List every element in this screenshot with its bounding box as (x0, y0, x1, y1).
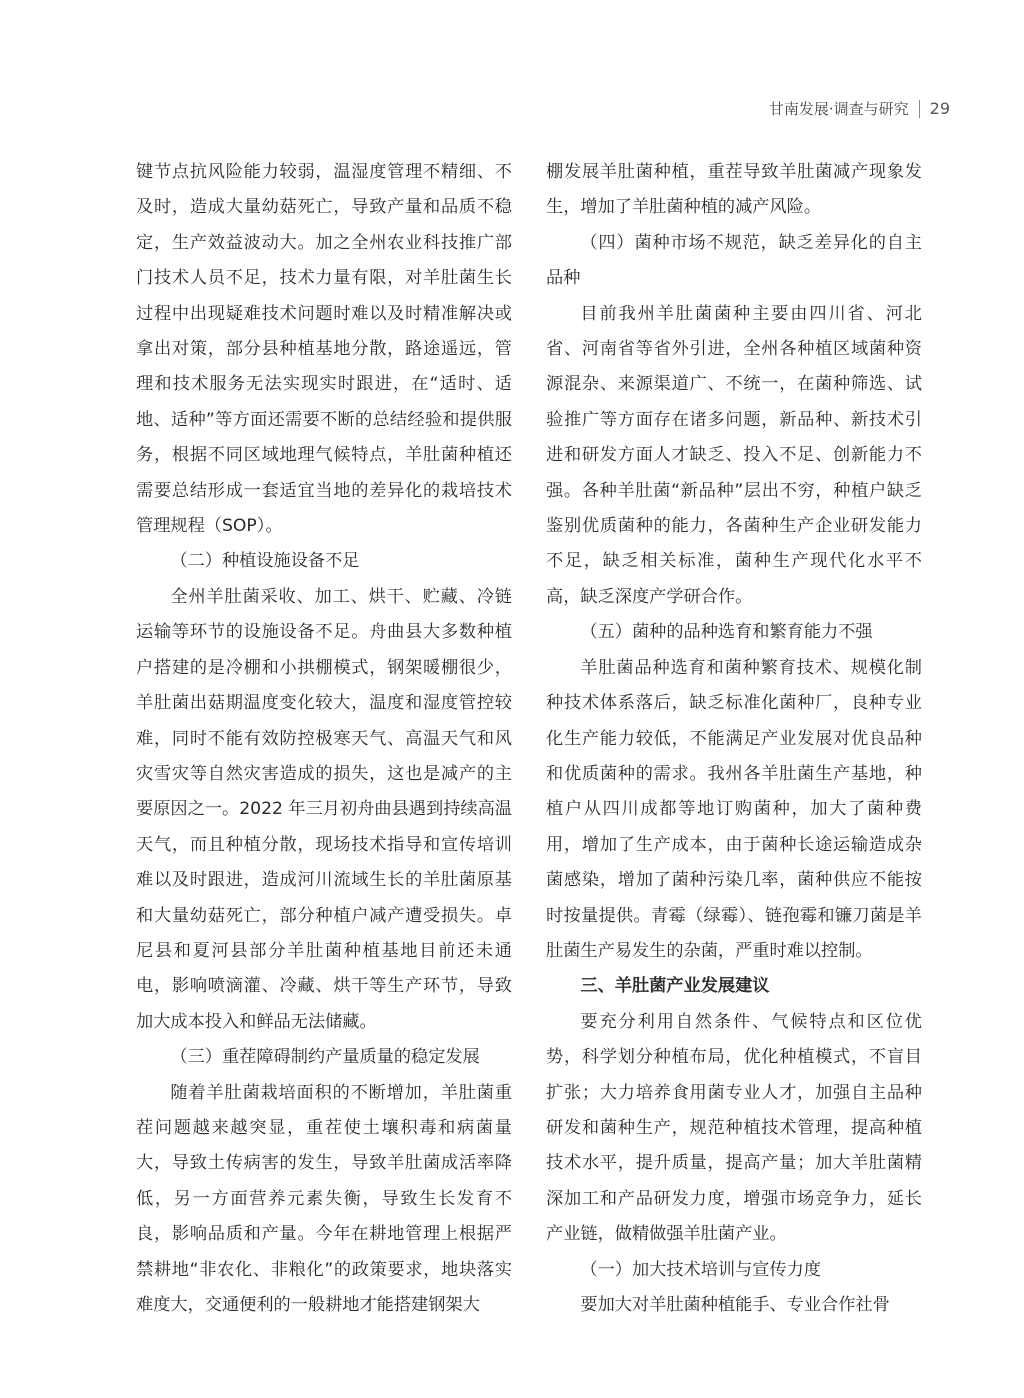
section-heading: （一）加大技术培训与宣传力度 (580, 1259, 822, 1280)
paragraph: 羊肚菌品种选育和菌种繁育技术、规模化制种技术体系落后，缺乏标准化菌种厂，良种专业化生产能力较低，不能满足产业发展对优良品种和优质菌种的需求。我州各羊肚菌生产基地，种植户从四川成都等地订购菌种，加大了菌种费用，增加了生产成本，由于菌种长途运输造成杂菌感染，增加了菌种污染几率，菌种供应不能按时按量提供。青霉（绿霉）、链孢霉和镰刀菌是羊肚菌生产易发生的杂菌，严重时难以控制。 (546, 657, 922, 961)
paragraph: 随着羊肚菌栽培面积的不断增加，羊肚菌重茬问题越来越突显，重茬使土壤积毒和病菌量大，导致土传病害的发生，导致羊肚菌成活率降低，另一方面营养元素失衡，导致生长发育不良，影响品质和产量。今年在耕地管理上根据严禁耕地“非农化、非粮化”的政策要求，地块落实难度大，交通便利的一般耕地才能搭建钢架大 (136, 1082, 512, 1315)
paragraph: 棚发展羊肚菌种植，重茬导致羊肚菌减产现象发生，增加了羊肚菌种植的减产风险。 (546, 162, 922, 218)
journal-title: 甘南发展·调查与研究 (768, 100, 909, 118)
right-column (546, 155, 922, 1323)
header-divider (919, 100, 920, 118)
paragraph: 目前我州羊肚菌菌种主要由四川省、河北省、河南省等省外引进，全州各种植区域菌种资源混杂、来源渠道广、不统一，在菌种筛选、试验推广等方面存在诸多问题，新品种、新技术引进和研发方面人才缺乏、投入不足、创新能力不强。各种羊肚菌“新品种”层出不穷，种植户缺乏鉴别优质菌种的能力，各菌种生产企业研发能力不足，缺乏相关标准，菌种生产现代化水平不高，缺乏深度产学研合作。 (546, 303, 922, 607)
left-column (136, 155, 512, 1323)
running-header (769, 98, 950, 119)
page-number: 29 (929, 99, 950, 118)
paragraph: 全州羊肚菌采收、加工、烘干、贮藏、冷链运输等环节的设施设备不足。舟曲县大多数种植户搭建的是冷棚和小拱棚模式，钢架暖棚很少，羊肚菌出菇期温度变化较大，温度和湿度管控较难，同时不能有效防控极寒天气、高温天气和风灾雪灾等自然灾害造成的损失，这也是减产的主要原因之一。2022 年三月初舟曲县遇到持续高温天气，而且种植分散，现场技术指导和宣传培训难以及时跟进，造成河川流域生长的羊肚菌原基和大量幼菇死亡，部分种植户减产遭受损失。卓尼县和夏河县部分羊肚菌种植基地目前还未通电，影响喷滴灌、冷藏、烘干等生产环节，导致加大成本投入和鲜品无法储藏。 (136, 586, 512, 1032)
section-heading: （四）菌种市场不规范，缺乏差异化的自主品种 (546, 232, 922, 289)
section-heading: （三）重茬障碍制约产量质量的稳定发展 (170, 1047, 480, 1068)
section-heading: （五）菌种的品种选育和繁育能力不强 (580, 622, 873, 643)
section-heading: （二）种植设施设备不足 (170, 551, 360, 572)
paragraph: 要充分利用自然条件、气候特点和区位优势，科学划分种植布局，优化种植模式，不盲目扩张；大力培养食用菌专业人才，加强自主品种研发和菌种生产，规范种植技术管理，提高种植技术水平，提升质量，提高产量；加大羊肚菌精深加工和产品研发力度，增强市场竞争力，延长产业链，做精做强羊肚菌产业。 (546, 1011, 922, 1245)
paragraph: 要加大对羊肚菌种植能手、专业合作社骨 (580, 1295, 890, 1315)
chapter-heading: 三、羊肚菌产业发展建议 (580, 976, 770, 997)
paragraph: 键节点抗风险能力较弱，温湿度管理不精细、不及时，造成大量幼菇死亡，导致产量和品质不稳定，生产效益波动大。加之全州农业科技推广部门技术人员不足，技术力量有限，对羊肚菌生长过程中出现疑难技术问题时难以及时精准解决或拿出对策，部分县种植基地分散，路途遥远，管理和技术服务无法实现实时跟进，在“适时、适地、适种”等方面还需要不断的总结经验和提供服务，根据不同区域地理气候特点，羊肚菌种植还需要总结形成一套适宜当地的差异化的栽培技术管理规程（SOP）。 (136, 162, 512, 537)
